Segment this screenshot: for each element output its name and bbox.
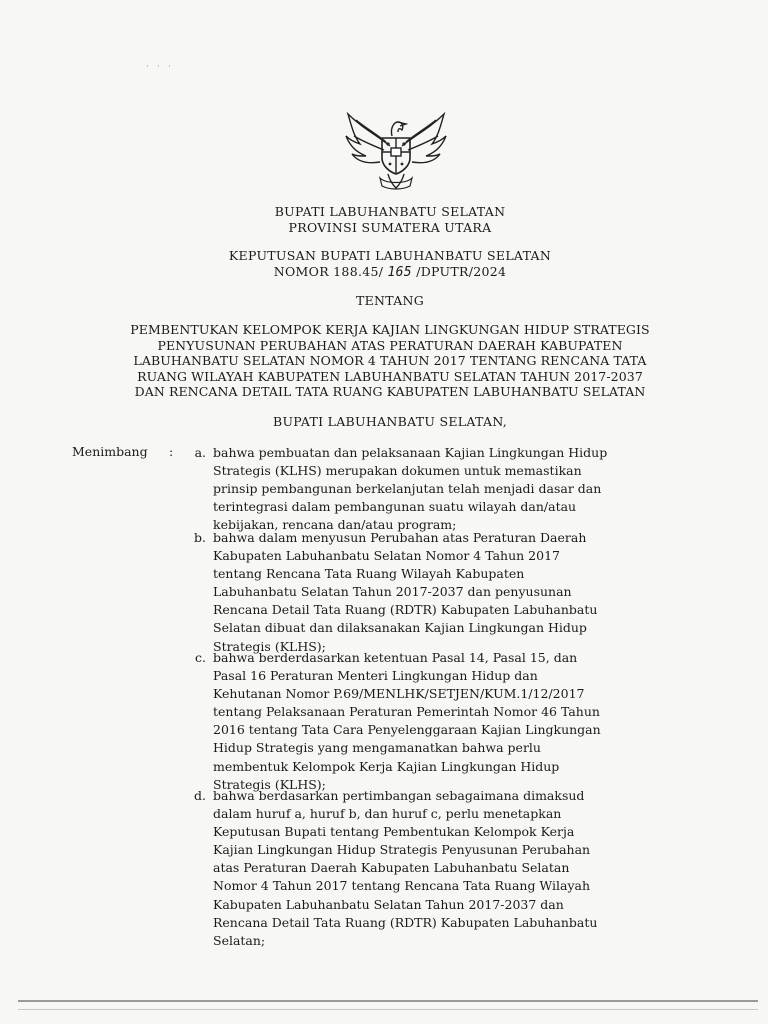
decree-number-prefix: NOMOR 188.45/ <box>273 263 384 279</box>
item-line: bahwa pembuatan dan pelaksanaan Kajian Lingkungan Hidup <box>213 445 608 460</box>
garuda-emblem-icon <box>340 106 452 198</box>
subject-line: PENYUSUNAN PERUBAHAN ATAS PERATURAN DAERAH KABUPATEN <box>157 337 623 353</box>
item-line: terintegrasi dalam pembangunan suatu wilayah dan/atau <box>213 499 577 515</box>
scan-edge-line <box>18 1009 758 1010</box>
item-letter: a. <box>194 445 206 460</box>
item-line: bahwa berderdasarkan ketentuan Pasal 14, Pasal 15, dan <box>213 650 578 665</box>
item-line: Kehutanan Nomor P.69/MENLHK/SETJEN/KUM.1/12/2017 <box>213 686 585 702</box>
item-line: tentang Pelaksanaan Peraturan Pemerintah Nomor 46 Tahun <box>213 704 600 720</box>
decree-heading <box>40 248 740 280</box>
item-line: prinsip pembangunan berkelanjutan telah menjadi dasar dan <box>213 481 602 497</box>
item-text <box>213 649 689 794</box>
item-line: Kajian Lingkungan Hidup Strategis Penyusunan Perubahan <box>213 842 591 858</box>
item-line: dalam huruf a, huruf b, dan huruf c, perlu menetapkan <box>213 806 562 822</box>
item-line: membentuk Kelompok Kerja Kajian Lingkungan Hidup <box>213 758 560 774</box>
item-line: Strategis (KLHS) merupakan dokumen untuk memastikan <box>213 463 582 479</box>
item-letter: d. <box>194 788 206 803</box>
item-line: Rencana Detail Tata Ruang (RDTR) Kabupaten Labuhanbatu <box>213 602 598 618</box>
item-line: kebijakan, rencana dan/atau program; <box>213 517 457 533</box>
scan-specks: · · · <box>146 62 174 71</box>
item-line: Strategis (KLHS); <box>213 638 326 654</box>
item-line: Pasal 16 Peraturan Menteri Lingkungan Hidup dan <box>213 668 538 684</box>
item-letter: b. <box>194 530 206 545</box>
item-line: Nomor 4 Tahun 2017 tentang Rencana Tata Ruang Wilayah <box>213 878 591 894</box>
item-line: Rencana Detail Tata Ruang (RDTR) Kabupaten Labuhanbatu <box>213 914 598 930</box>
issuer-line-1: BUPATI LABUHANBATU SELATAN <box>274 204 506 219</box>
decree-number-suffix: /DPUTR/2024 <box>416 263 507 279</box>
issuer-line-2: PROVINSI SUMATERA UTARA <box>288 219 492 235</box>
item-text <box>213 787 689 950</box>
item-line: Selatan dibuat dan dilaksanakan Kajian Lingkungan Hidup <box>213 620 587 636</box>
subject-line: DAN RENCANA DETAIL TATA RUANG KABUPATEN LABUHANBATU SELATAN <box>134 384 646 399</box>
subject-line: LABUHANBATU SELATAN NOMOR 4 TAHUN 2017 TENTANG RENCANA TATA <box>133 353 647 368</box>
menimbang-label: Menimbang <box>72 444 148 459</box>
item-line: Selatan; <box>213 932 266 948</box>
menimbang-colon: : <box>169 444 174 459</box>
decree-title: KEPUTUSAN BUPATI LABUHANBATU SELATAN <box>228 248 552 263</box>
decree-number <box>40 264 740 281</box>
item-line: Kabupaten Labuhanbatu Selatan Tahun 2017-2037 dan <box>213 896 564 912</box>
item-text <box>213 444 689 534</box>
item-line: bahwa dalam menyusun Perubahan atas Peraturan Daerah <box>213 530 587 545</box>
item-line: Labuhanbatu Selatan Tahun 2017-2037 dan penyusunan <box>213 584 572 600</box>
item-line: tentang Rencana Tata Ruang Wilayah Kabupaten <box>213 566 525 582</box>
scan-edge-line <box>18 1000 758 1002</box>
tentang-heading: TENTANG <box>355 293 425 308</box>
bupati-line: BUPATI LABUHANBATU SELATAN, <box>272 414 508 429</box>
subject-line: RUANG WILAYAH KABUPATEN LABUHANBATU SELATAN TAHUN 2017-2037 <box>137 368 643 384</box>
item-line: bahwa berdasarkan pertimbangan sebagaimana dimaksud <box>213 788 585 803</box>
issuer-block <box>40 204 740 235</box>
item-line: Keputusan Bupati tentang Pembentukan Kelompok Kerja <box>213 824 575 840</box>
decree-number-handwritten: 165 <box>387 264 412 280</box>
item-line: Hidup Strategis yang mengamanatkan bahwa perlu <box>213 740 541 756</box>
item-letter: c. <box>195 650 206 665</box>
item-text <box>213 529 689 656</box>
item-line: Strategis (KLHS); <box>213 776 326 792</box>
subject-line: PEMBENTUKAN KELOMPOK KERJA KAJIAN LINGKUNGAN HIDUP STRATEGIS <box>130 322 650 337</box>
item-line: 2016 tentang Tata Cara Penyelenggaraan Kajian Lingkungan <box>213 722 601 738</box>
decree-subject <box>40 322 740 400</box>
item-line: Kabupaten Labuhanbatu Selatan Nomor 4 Tahun 2017 <box>213 548 560 564</box>
item-line: atas Peraturan Daerah Kabupaten Labuhanbatu Selatan <box>213 860 570 876</box>
